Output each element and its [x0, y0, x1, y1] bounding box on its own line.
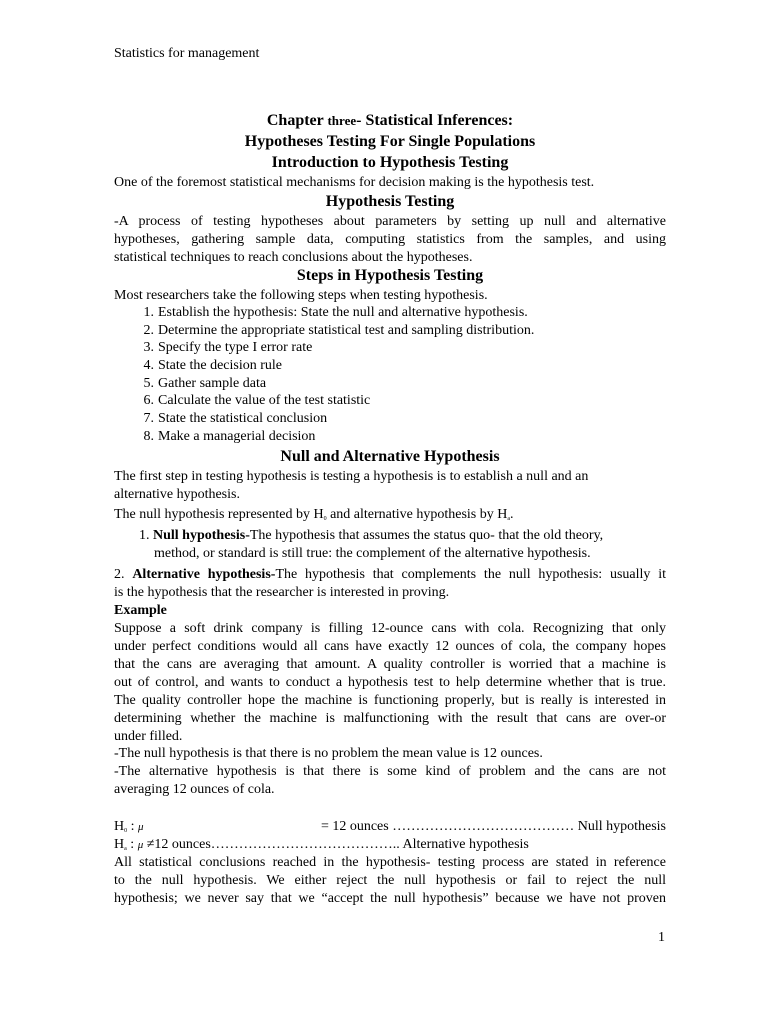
null-hypothesis-formula: $H_0$ : μ = 12 ounces ………………………………… Null hypothesis — [114, 819, 666, 834]
running-header: Statistics for management — [114, 46, 260, 61]
example-alt-line-2: averaging 12 ounces of cola. — [114, 782, 275, 797]
list-item: 7. State the statistical conclusion — [143, 411, 328, 427]
null-hypothesis-definition-line-1: 1. Null hypothesis-The hypothesis that assumes the status quo- that the old theory, — [139, 528, 604, 543]
chapter-subtitle: Hypotheses Testing For Single Populations — [244, 133, 536, 150]
example-null-line: -The null hypothesis is that there is no problem the mean value is 12 ounces. — [114, 746, 543, 761]
heading-steps: Steps in Hypothesis Testing — [296, 267, 484, 284]
list-item: 6. Calculate the value of the test statistic — [143, 393, 371, 409]
section-title-intro: Introduction to Hypothesis Testing — [271, 154, 509, 171]
heading-null-alternative: Null and Alternative Hypothesis — [280, 448, 500, 465]
steps-list — [114, 304, 534, 446]
list-item: 8. Make a managerial decision — [143, 428, 316, 444]
list-item: 3. Specify the type I error rate — [143, 340, 313, 356]
example-line-3: that the cans are averaging that amount. A quality controller is worried that a machine is — [114, 657, 666, 672]
null-hypothesis-definition-line-2: method, or standard is still true: the complement of the alternative hypothesis. — [154, 546, 591, 561]
hypothesis-testing-line-3: statistical techniques to reach conclusions about the hypotheses. — [114, 250, 473, 265]
alt-hypothesis-definition-line-2: is the hypothesis that the researcher is interested in proving. — [114, 585, 450, 600]
page-number: 1 — [658, 930, 665, 945]
alt-hypothesis-definition-line-1: 2. Alternative hypothesis-The hypothesis that complements the null hypothesis: usually it — [114, 567, 667, 582]
intro-paragraph: One of the foremost statistical mechanisms for decision making is the hypothesis test. — [114, 175, 595, 190]
list-item: 4. State the decision rule — [143, 358, 283, 374]
list-item: 1. Establish the hypothesis: State the null and alternative hypothesis. — [143, 305, 528, 320]
hypothesis-testing-line-1: -A process of testing hypotheses about parameters by setting up null and alternative — [114, 214, 666, 229]
list-item: 5. Gather sample data — [143, 375, 267, 391]
example-line-6: determining whether the machine is malfunctioning with the result that cans are over-or — [114, 711, 666, 726]
null-alt-line-2: alternative hypothesis. — [114, 487, 240, 502]
conclusion-line-3: hypothesis; we never say that we “accept the null hypothesis” because we have not proven — [114, 891, 666, 906]
example-alt-line-1: -The alternative hypothesis is that there is some kind of problem and the cans are not — [114, 764, 666, 779]
example-line-5: The quality controller hope the machine is functioning properly, but is really is interested in — [114, 693, 666, 708]
list-item: 2. Determine the appropriate statistical test and sampling distribution. — [143, 322, 535, 338]
alternative-hypothesis-formula: $H_a$ : μ ≠12 ounces………………………………….. Alternative hypothesis — [114, 837, 529, 852]
heading-hypothesis-testing: Hypothesis Testing — [325, 193, 455, 210]
chapter-title: Chapter three- Statistical Inferences: — [266, 112, 514, 129]
steps-intro: Most researchers take the following steps when testing hypothesis. — [114, 288, 488, 303]
example-heading: Example — [114, 603, 167, 618]
conclusion-line-2: to the null hypothesis. We either reject the null hypothesis or fail to reject the null — [114, 873, 666, 888]
null-alt-line-1: The first step in testing hypothesis is testing a hypothesis is to establish a null and an — [114, 469, 589, 484]
example-line-1: Suppose a soft drink company is filling 12-ounce cans with cola. Recognizing that only — [114, 621, 666, 636]
conclusion-line-1: All statistical conclusions reached in the hypothesis- testing process are stated in reference — [114, 855, 666, 870]
example-line-4: out of control, and wants to conduct a hypothesis test to help determine whether that is true. — [114, 675, 666, 690]
hypothesis-testing-line-2: hypotheses, gathering sample data, computing statistics from the samples, and using — [114, 232, 666, 247]
example-line-7: under filled. — [114, 729, 183, 744]
example-line-2: under perfect conditions would all cans have exactly 12 ounces of cola, the company hopes — [114, 639, 666, 654]
represented-line: The null hypothesis represented by $H_0$ and alternative hypothesis by $H_a$. — [114, 507, 514, 522]
